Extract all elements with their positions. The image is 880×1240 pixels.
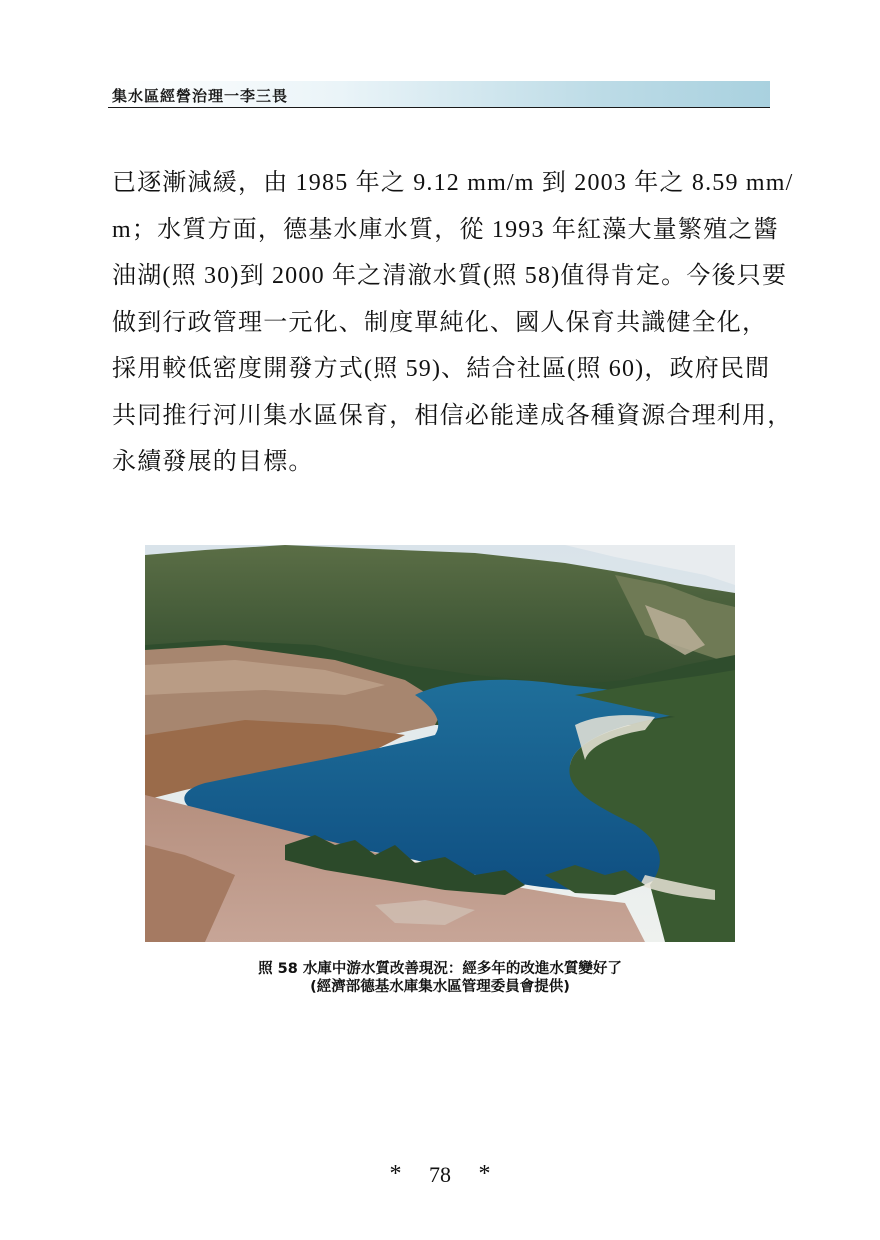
text-line: 已逐漸減緩，由 1985 年之 9.12 mm/m 到 2003 年之 8.59 mm/ [112,170,794,196]
page-footer [0,1160,880,1188]
running-header-title: 集水區經營治理一李三畏 [112,87,289,105]
footer-star-left: * [389,1161,402,1188]
text-line: 油湖(照 30)到 2000 年之清澈水質(照 58)值得肯定。今後只要 [112,263,788,289]
body-paragraph [112,160,794,486]
caption-line-2: (經濟部德基水庫集水區管理委員會提供) [310,979,570,995]
caption-line-1: 照 58 水庫中游水質改善現況：經多年的改進水質變好了 [258,961,622,977]
text-line: 採用較低密度開發方式(照 59)、結合社區(照 60)，政府民間 [112,356,771,382]
figure-caption [145,960,735,996]
footer-star-right: * [478,1161,491,1188]
text-line: 永續發展的目標。 [112,449,314,475]
reservoir-photo [145,545,735,942]
text-line: 做到行政管理一元化、制度單純化、國人保育共識健全化， [112,309,768,336]
page-number: 78 [429,1161,451,1187]
text-line: 共同推行河川集水區保育，相信必能達成各種資源合理利用， [112,402,793,429]
text-line: m；水質方面，德基水庫水質，從 1993 年紅藻大量繁殖之醬 [112,216,779,243]
